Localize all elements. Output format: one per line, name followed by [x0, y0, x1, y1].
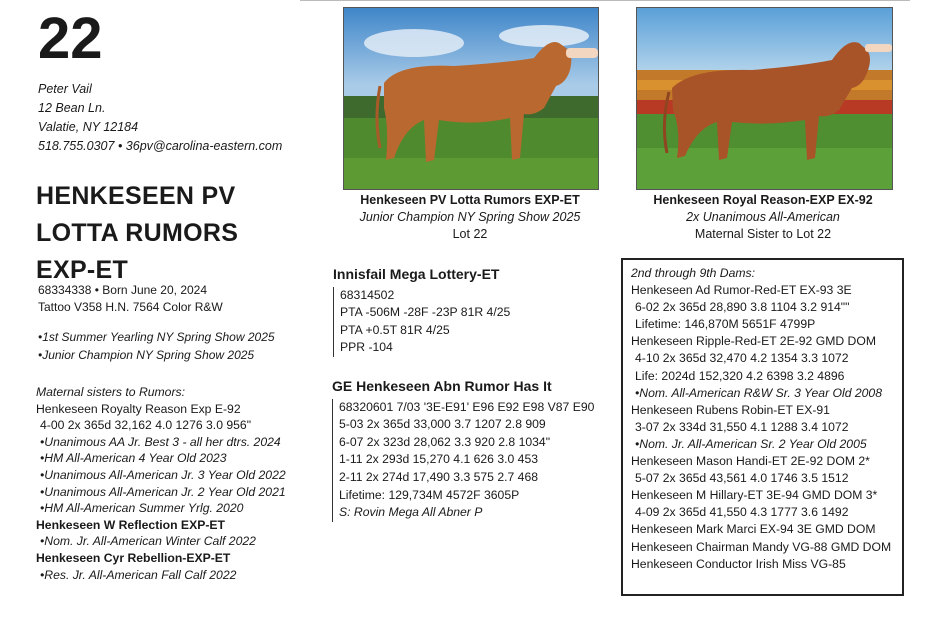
sister-award: •Res. Jr. All-American Fall Calf 2022 [40, 567, 237, 582]
animal-name-line: HENKESEEN PV [36, 182, 236, 210]
photo-2-caption [613, 192, 913, 243]
dam-ancestor-name: Henkeseen M Hillary-ET 3E-94 GMD DOM 3* [631, 488, 878, 503]
owner-address2: Valatie, NY 12184 [38, 120, 139, 134]
sister-award: •HM All-American 4 Year Old 2023 [40, 451, 227, 466]
dam-details [332, 399, 594, 522]
cow-photo-1-image [344, 8, 598, 189]
sire-details [333, 287, 510, 357]
lot-number: 22 [38, 6, 103, 71]
dam-ancestor-name: Henkeseen Mark Marci EX-94 3E GMD DOM [631, 522, 876, 537]
dam-line: Lifetime: 129,734M 4572F 3605P [339, 487, 520, 502]
sister-name: Henkeseen W Reflection EXP-ET [36, 517, 225, 532]
sister-name: Henkeseen Cyr Rebellion-EXP-ET [36, 550, 231, 565]
dam-ancestor-award: •Nom. All-American R&W Sr. 3 Year Old 2008 [635, 385, 882, 400]
maternal-sisters [36, 384, 286, 583]
owner-address1: 12 Bean Ln. [38, 101, 106, 115]
sister-award: •Unanimous AA Jr. Best 3 - all her dtrs. 2024 [40, 434, 281, 449]
award-item: •Junior Champion NY Spring Show 2025 [38, 348, 255, 362]
dam-ancestor-record: Life: 2024d 152,320 4.2 6398 3.2 4896 [635, 368, 845, 383]
animal-name-line: EXP-ET [36, 256, 129, 284]
registration-info [38, 282, 223, 316]
sister-record: 4-00 2x 365d 32,162 4.0 1276 3.0 956" [40, 418, 252, 433]
dams-box [621, 258, 904, 596]
owner-info [38, 80, 282, 156]
tattoo-line: Tattoo V358 H.N. 7564 Color R&W [38, 300, 223, 314]
dam-ancestor-record: 3-07 2x 334d 31,550 4.1 1288 3.4 1072 [635, 419, 849, 434]
dam-ancestor-record: Lifetime: 146,870M 5651F 4799P [635, 317, 816, 332]
dam-line: 6-07 2x 323d 28,062 3.3 920 2.8 1034" [339, 434, 551, 449]
sister-award: •Nom. Jr. All-American Winter Calf 2022 [40, 534, 256, 549]
owner-contact: 518.755.0307 • 36pv@carolina-eastern.com [38, 139, 283, 153]
dam-ancestor-name: Henkeseen Conductor Irish Miss VG-85 [631, 556, 846, 571]
cow-photo-2-image [637, 8, 892, 189]
award-item: •1st Summer Yearling NY Spring Show 2025 [38, 330, 275, 344]
dam-sire-line: S: Rovin Mega All Abner P [339, 505, 483, 520]
photo-1-title: Henkeseen PV Lotta Rumors EXP-ET [360, 193, 580, 207]
sire-line: PTA -506M -28F -23P 81R 4/25 [340, 305, 511, 320]
sire-section [333, 266, 510, 357]
dam-ancestor-award: •Nom. Jr. All-American Sr. 2 Year Old 2005 [635, 436, 867, 451]
sire-line: PTA +0.5T 81R 4/25 [340, 322, 450, 337]
photo-2-title: Henkeseen Royal Reason-EXP EX-92 [653, 193, 873, 207]
sister-award: •HM All-American Summer Yrlg. 2020 [40, 501, 244, 516]
cow-photo-2 [636, 7, 893, 190]
animal-name-line: LOTTA RUMORS [36, 219, 239, 247]
animal-awards [38, 328, 275, 364]
sire-line: PPR -104 [340, 340, 393, 355]
reg-line: 68334338 • Born June 20, 2024 [38, 283, 208, 297]
dam-section [332, 378, 594, 522]
dam-ancestor-record: 5-07 2x 365d 43,561 4.0 1746 3.5 1512 [635, 471, 849, 486]
top-rule [300, 0, 910, 1]
animal-name [36, 178, 238, 289]
sister-award: •Unanimous All-American Jr. 2 Year Old 2021 [40, 484, 286, 499]
maternal-sisters-header: Maternal sisters to Rumors: [36, 385, 185, 399]
cow-photo-1 [343, 7, 599, 190]
sire-title: Innisfail Mega Lottery-ET [333, 266, 500, 282]
dam-title: GE Henkeseen Abn Rumor Has It [332, 378, 552, 394]
dam-line: 5-03 2x 365d 33,000 3.7 1207 2.8 909 [339, 417, 546, 432]
dam-ancestor-name: Henkeseen Mason Handi-ET 2E-92 DOM 2* [631, 454, 870, 469]
dam-ancestor-record: 4-10 2x 365d 32,470 4.2 1354 3.3 1072 [635, 351, 849, 366]
dams-box-lines [631, 282, 894, 573]
dam-ancestor-name: Henkeseen Rubens Robin-ET EX-91 [631, 402, 830, 417]
dam-line: 68320601 7/03 '3E-E91' E96 E92 E98 V87 E90 [339, 399, 595, 414]
dam-ancestor-name: Henkeseen Ripple-Red-ET 2E-92 GMD DOM [631, 334, 876, 349]
dam-ancestor-name: Henkeseen Ad Rumor-Red-ET EX-93 3E [631, 283, 852, 298]
dam-line: 2-11 2x 274d 17,490 3.3 575 2.7 468 [339, 469, 539, 484]
photo-1-subtitle: Junior Champion NY Spring Show 2025 [359, 210, 581, 224]
dam-ancestor-record: 6-02 2x 365d 28,890 3.8 1104 3.2 914"" [635, 300, 850, 315]
sister-name: Henkeseen Royalty Reason Exp E-92 [36, 401, 241, 416]
dams-box-header: 2nd through 9th Dams: [631, 266, 755, 280]
owner-name: Peter Vail [38, 82, 92, 96]
dam-line: 1-11 2x 293d 15,270 4.1 626 3.0 453 [339, 452, 539, 467]
photo-2-note: Maternal Sister to Lot 22 [694, 227, 832, 241]
photo-1-lot: Lot 22 [452, 227, 488, 241]
photo-1-caption [320, 192, 620, 243]
photo-2-subtitle: 2x Unanimous All-American [686, 210, 840, 224]
dam-ancestor-name: Henkeseen Chairman Mandy VG-88 GMD DOM [631, 539, 892, 554]
sire-line: 68314502 [340, 287, 395, 302]
dam-ancestor-record: 4-09 2x 365d 41,550 4.3 1777 3.6 1492 [635, 505, 849, 520]
sister-award: •Unanimous All-American Jr. 3 Year Old 2022 [40, 467, 286, 482]
